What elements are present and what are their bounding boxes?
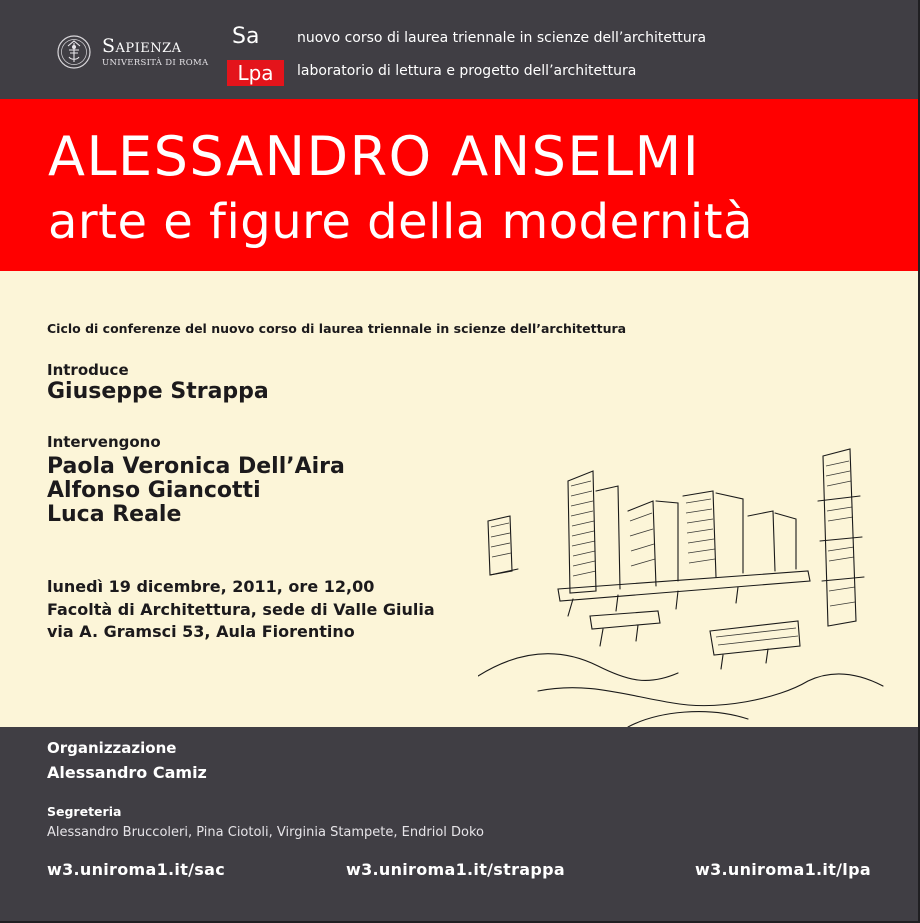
content-area (0, 271, 918, 727)
introducer-name: Giuseppe Strappa (47, 379, 269, 404)
speaker-name: Luca Reale (47, 502, 182, 527)
event-subtitle: arte e figure della modernità (48, 194, 753, 250)
speaker-name: Paola Veronica Dell’Aira (47, 454, 345, 479)
event-date: lunedì 19 dicembre, 2011, ore 12,00 (47, 577, 375, 596)
event-details (47, 576, 435, 644)
organization-label: Organizzazione (47, 739, 177, 757)
university-subtitle: UNIVERSITÀ DI ROMA (102, 58, 209, 68)
speakers-label: Intervengono (47, 433, 161, 451)
secretary-names: Alessandro Bruccoleri, Pina Ciotoli, Virginia Stampete, Endriol Doko (47, 825, 484, 840)
secretary-label: Segreteria (47, 804, 122, 819)
footer (0, 727, 918, 921)
lpa-logo-badge: Lpa (227, 60, 284, 86)
event-venue: Facoltà di Architettura, sede di Valle Giulia (47, 599, 435, 619)
header (0, 0, 918, 99)
link-sac[interactable]: w3.uniroma1.it/sac (47, 860, 226, 879)
lab-line: laboratorio di lettura e progetto dell’architettura (297, 63, 637, 79)
link-strappa[interactable]: w3.uniroma1.it/strappa (346, 860, 565, 879)
introduce-label: Introduce (47, 361, 129, 379)
title-band (0, 99, 918, 271)
speakers-list (47, 455, 345, 527)
organizer-name: Alessandro Camiz (47, 763, 207, 782)
speaker-name: Alfonso Giancotti (47, 478, 261, 503)
sa-logo-text: Sa (232, 24, 260, 49)
event-address: via A. Gramsci 53, Aula Fiorentino (47, 622, 355, 641)
event-title: ALESSANDRO ANSELMI (48, 125, 701, 188)
link-lpa[interactable]: w3.uniroma1.it/lpa (695, 860, 871, 879)
course-line: nuovo corso di laurea triennale in scienze dell’architettura (297, 30, 707, 46)
series-description: Ciclo di conferenze del nuovo corso di laurea triennale in scienze dell’architettura (47, 321, 627, 336)
university-name: Sapienza (102, 35, 182, 57)
sapienza-seal-icon (57, 32, 91, 72)
architectural-sketch (478, 441, 888, 727)
